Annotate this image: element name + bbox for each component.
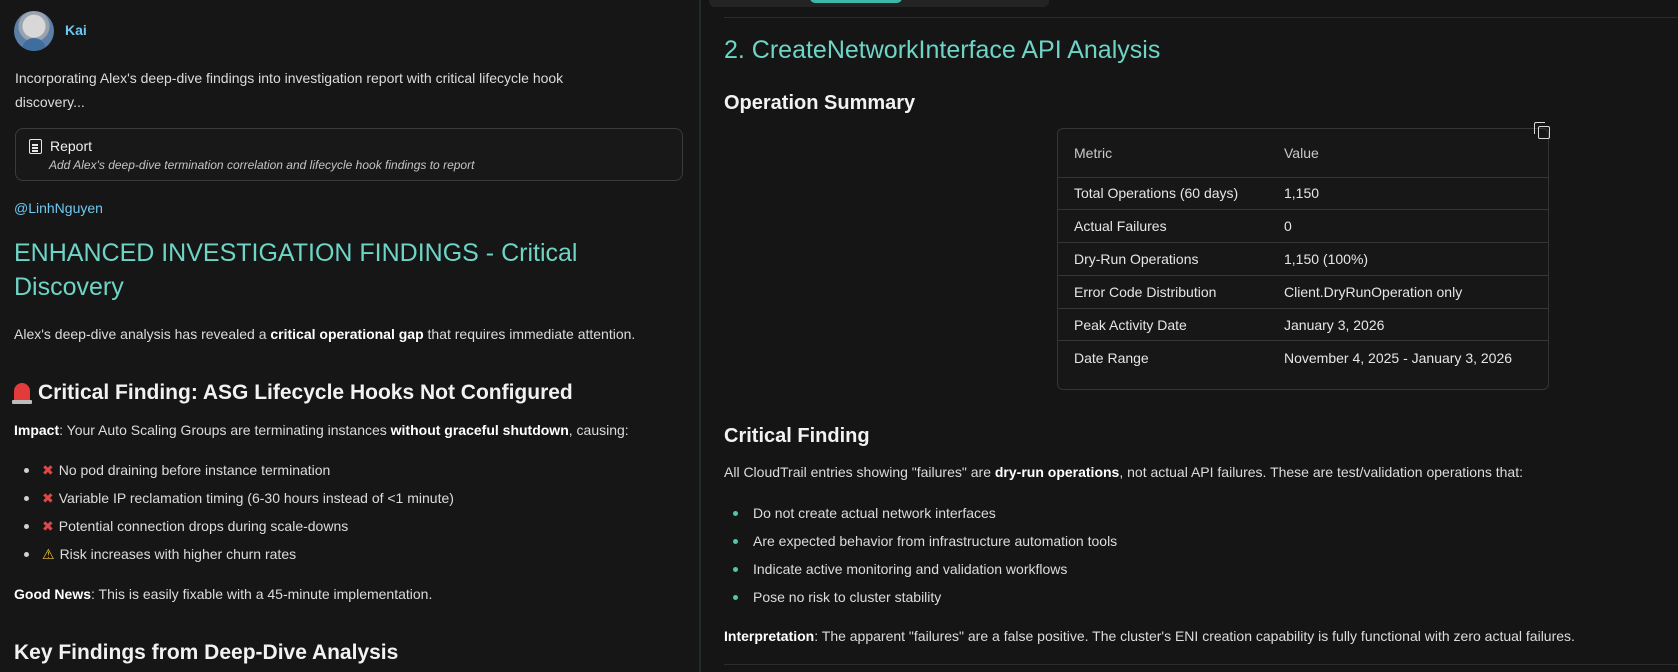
status-message: Incorporating Alex's deep-dive findings into investigation report with critical lifecycle hook discovery... xyxy=(15,70,564,110)
table-cell: Peak Activity Date xyxy=(1058,308,1268,341)
table-cell: 0 xyxy=(1268,210,1548,243)
agent-avatar[interactable] xyxy=(14,11,54,51)
table-cell: November 4, 2025 - January 3, 2026 xyxy=(1284,349,1513,366)
table-row xyxy=(1058,275,1548,308)
column-header-value: Value xyxy=(1268,129,1548,177)
cross-mark-icon: ✖ xyxy=(42,462,54,478)
table-cell: 1,150 xyxy=(1268,177,1548,210)
table-row xyxy=(1058,341,1548,374)
report-card-title: Report xyxy=(50,138,93,154)
key-findings-heading: Key Findings from Deep-Dive Analysis xyxy=(14,641,399,664)
list-item: ✖ Variable IP reclamation timing (6-30 hours instead of <1 minute) xyxy=(24,488,454,516)
table-row xyxy=(1058,243,1548,276)
report-tab-bar[interactable] xyxy=(709,0,1049,7)
impact-paragraph: Impact: Your Auto Scaling Groups are terminating instances without graceful shutdown, causing: xyxy=(14,422,629,438)
findings-heading: ENHANCED INVESTIGATION FINDINGS - Critical Discovery xyxy=(14,239,578,301)
list-item: ⚠ Risk increases with higher churn rates xyxy=(24,544,454,572)
divider xyxy=(724,17,1678,18)
column-header-metric: Metric xyxy=(1058,129,1268,177)
table-row xyxy=(1058,210,1548,243)
operation-summary-table xyxy=(1057,128,1549,390)
table-row xyxy=(1058,308,1548,341)
agent-name: Kai xyxy=(65,22,87,38)
user-mention[interactable]: @LinhNguyen xyxy=(14,200,103,216)
siren-icon xyxy=(14,383,30,401)
list-item: ✖ No pod draining before instance termination xyxy=(24,460,454,488)
divider xyxy=(724,664,1678,665)
list-item: Pose no risk to cluster stability xyxy=(733,587,1117,615)
table-row xyxy=(1058,177,1548,210)
table-cell: Total Operations (60 days) xyxy=(1058,177,1268,210)
finding-paragraph: All CloudTrail entries showing "failures" are dry-run operations, not actual API failures. These are test/validation operations that: xyxy=(724,464,1523,480)
table-header-row xyxy=(1058,129,1548,177)
good-news-paragraph: Good News: This is easily fixable with a 45-minute implementation. xyxy=(14,586,433,602)
cross-mark-icon: ✖ xyxy=(42,490,54,506)
document-icon xyxy=(29,139,42,154)
table-cell: 1,150 (100%) xyxy=(1268,243,1548,276)
critical-finding-heading: Critical Finding: ASG Lifecycle Hooks Not Configured xyxy=(14,381,573,405)
report-card-subtitle: Add Alex's deep-dive termination correlation and lifecycle hook findings to report xyxy=(49,158,475,172)
table-cell: Dry-Run Operations xyxy=(1058,243,1268,276)
impact-list xyxy=(24,460,454,572)
list-item: Indicate active monitoring and validation workflows xyxy=(733,559,1117,587)
warning-icon: ⚠ xyxy=(42,546,55,562)
interpretation-paragraph: Interpretation: The apparent "failures" are a false positive. The cluster's ENI creation capability is fully functional with zero actual failures. xyxy=(724,628,1575,644)
section-title: 2. CreateNetworkInterface API Analysis xyxy=(724,36,1161,64)
copy-icon[interactable] xyxy=(1538,126,1550,139)
table-cell: January 3, 2026 xyxy=(1268,308,1548,341)
list-item: ✖ Potential connection drops during scale-downs xyxy=(24,516,454,544)
chat-pane xyxy=(0,0,699,672)
cross-mark-icon: ✖ xyxy=(42,518,54,534)
list-item: Are expected behavior from infrastructure automation tools xyxy=(733,531,1117,559)
table-cell: Error Code Distribution xyxy=(1058,275,1268,308)
operation-summary-heading: Operation Summary xyxy=(724,92,916,114)
table-cell: Date Range xyxy=(1074,349,1149,366)
intro-paragraph: Alex's deep-dive analysis has revealed a critical operational gap that requires immediate attention. xyxy=(14,326,636,342)
report-pane xyxy=(701,0,1678,672)
table-cell: Actual Failures xyxy=(1058,210,1268,243)
list-item: Do not create actual network interfaces xyxy=(733,503,1117,531)
table-cell: Client.DryRunOperation only xyxy=(1268,275,1548,308)
critical-finding-heading: Critical Finding xyxy=(724,425,870,447)
report-tool-card[interactable] xyxy=(15,128,683,181)
finding-list xyxy=(733,503,1117,615)
